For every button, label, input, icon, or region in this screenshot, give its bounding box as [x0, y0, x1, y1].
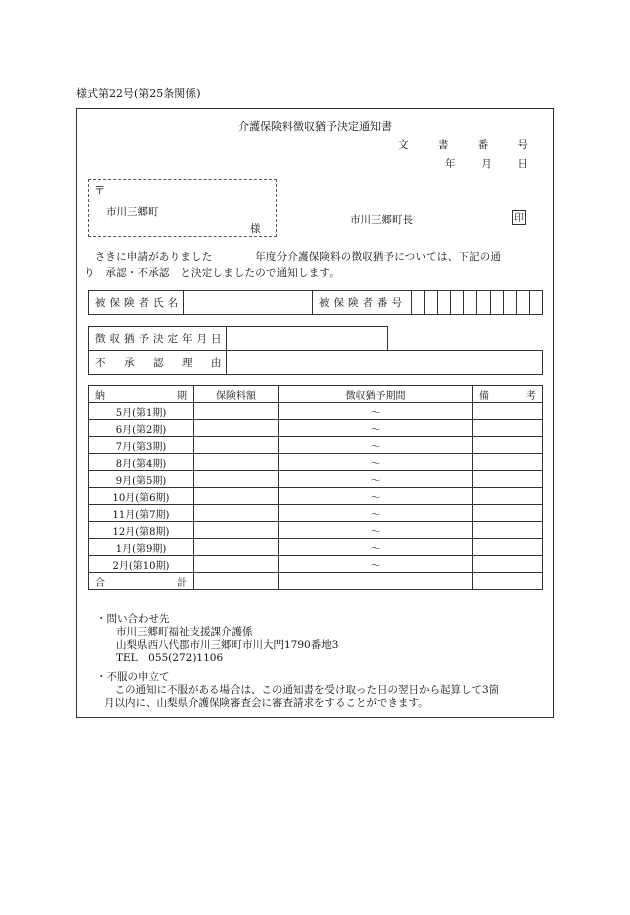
- deferral-cell[interactable]: 〜: [279, 420, 473, 437]
- docnum-char: 号: [517, 139, 528, 151]
- payment-periods-table: [88, 385, 543, 590]
- table-row: [89, 556, 543, 573]
- premium-cell[interactable]: [194, 522, 279, 539]
- period-label: 10月(第6期): [89, 488, 194, 505]
- deferral-cell[interactable]: 〜: [279, 522, 473, 539]
- body-text-line1: さきに申請がありました 年度分介護保険料の徴収猶予については、下記の通: [84, 251, 502, 263]
- insured-number-digit[interactable]: [451, 291, 464, 315]
- insured-number-digit[interactable]: [425, 291, 438, 315]
- premium-cell[interactable]: [194, 403, 279, 420]
- remarks-cell[interactable]: [473, 471, 543, 488]
- premium-cell[interactable]: [194, 437, 279, 454]
- premium-cell[interactable]: [194, 556, 279, 573]
- objection-text-line2: 月以内に、山梨県介護保険審査会に審査請求をすることができます。: [104, 697, 429, 709]
- premium-cell[interactable]: [194, 471, 279, 488]
- contact-heading: ・問い合わせ先: [96, 613, 170, 625]
- deferral-cell[interactable]: 〜: [279, 403, 473, 420]
- period-label: 7月(第3期): [89, 437, 194, 454]
- total-deferral-cell[interactable]: [279, 573, 473, 590]
- header-premium: 保険料額: [194, 386, 279, 403]
- docnum-char: 番: [477, 139, 489, 151]
- remarks-cell[interactable]: [473, 420, 543, 437]
- total-label-b: 計: [177, 577, 187, 589]
- insured-number-digit[interactable]: [516, 291, 529, 315]
- body-text-line2: り 承認・不承認 と決定しましたので通知します。: [84, 267, 340, 279]
- date-char-day: 日: [517, 158, 528, 170]
- objection-text-line1: この通知に不服がある場合は、この通知書を受け取った日の翌日から起算して3箇: [104, 684, 500, 696]
- period-label: 11月(第7期): [89, 505, 194, 522]
- insured-number-digit[interactable]: [490, 291, 503, 315]
- header-period-a: 納: [95, 390, 105, 402]
- insured-number-digit[interactable]: [477, 291, 490, 315]
- remarks-cell[interactable]: [473, 556, 543, 573]
- premium-cell[interactable]: [194, 454, 279, 471]
- reason-label: 不 承 認 理 由: [89, 351, 227, 375]
- premium-cell[interactable]: [194, 505, 279, 522]
- remarks-cell[interactable]: [473, 522, 543, 539]
- document-number-field: [398, 137, 528, 152]
- header-deferral-period: 徴収猶予期間: [279, 386, 473, 403]
- contact-address: 山梨県西八代郡市川三郷町市川大門1790番地3: [116, 639, 339, 651]
- header-remarks-a: 備: [479, 390, 489, 402]
- insured-number-digit[interactable]: [412, 291, 425, 315]
- deferral-cell[interactable]: 〜: [279, 471, 473, 488]
- deferral-cell[interactable]: 〜: [279, 454, 473, 471]
- remarks-cell[interactable]: [473, 403, 543, 420]
- deferral-cell[interactable]: 〜: [279, 437, 473, 454]
- period-label: 9月(第5期): [89, 471, 194, 488]
- insured-number-digit[interactable]: [438, 291, 451, 315]
- deferral-cell[interactable]: 〜: [279, 488, 473, 505]
- total-remarks-cell[interactable]: [473, 573, 543, 590]
- header-period-b: 期: [177, 390, 187, 402]
- form-number-label: 様式第22号(第25条関係): [76, 87, 201, 100]
- contact-tel: TEL 055(272)1106: [116, 652, 224, 664]
- objection-heading: ・不服の申立て: [96, 671, 170, 683]
- period-label: 1月(第9期): [89, 539, 194, 556]
- deferral-cell[interactable]: 〜: [279, 505, 473, 522]
- remarks-cell[interactable]: [473, 539, 543, 556]
- table-row: [89, 471, 543, 488]
- postal-mark-icon: 〒: [94, 184, 105, 197]
- insured-number-digit[interactable]: [529, 291, 542, 315]
- decision-date-field[interactable]: [226, 327, 387, 351]
- seal-mark: 印: [512, 210, 526, 225]
- document-date-field: [445, 156, 528, 171]
- total-label-a: 合: [95, 577, 105, 589]
- insured-number-digit[interactable]: [464, 291, 477, 315]
- address-honorific: 様: [250, 223, 261, 235]
- deferral-cell[interactable]: 〜: [279, 556, 473, 573]
- table-row: [89, 539, 543, 556]
- period-label: 5月(第1期): [89, 403, 194, 420]
- table-row: [89, 437, 543, 454]
- table-header-row: [89, 386, 543, 403]
- period-label: 6月(第2期): [89, 420, 194, 437]
- premium-cell[interactable]: [194, 539, 279, 556]
- remarks-cell[interactable]: [473, 437, 543, 454]
- address-town: 市川三郷町: [106, 206, 159, 218]
- document-title: 介護保険料徴収猶予決定通知書: [238, 120, 392, 133]
- insured-name-label: 被保険者氏名: [89, 291, 184, 315]
- reason-field[interactable]: [226, 351, 543, 375]
- header-remarks-b: 考: [526, 390, 536, 402]
- period-label: 8月(第4期): [89, 454, 194, 471]
- insured-number-label: 被保険者番号: [313, 291, 412, 315]
- docnum-char: 文: [398, 139, 409, 151]
- insured-name-field[interactable]: [184, 291, 313, 315]
- table-row: [89, 403, 543, 420]
- period-label: 2月(第10期): [89, 556, 194, 573]
- deferral-cell[interactable]: 〜: [279, 539, 473, 556]
- date-char-month: 月: [481, 158, 492, 170]
- table-row: [89, 420, 543, 437]
- insured-number-digit[interactable]: [503, 291, 516, 315]
- insured-table: [88, 290, 543, 315]
- premium-cell[interactable]: [194, 420, 279, 437]
- decision-table: [88, 326, 543, 375]
- period-label: 12月(第8期): [89, 522, 194, 539]
- total-row: [89, 573, 543, 590]
- table-row: [89, 522, 543, 539]
- decision-date-label: 徴収猶予決定年月日: [89, 327, 227, 351]
- date-char-year: 年: [445, 158, 456, 170]
- total-premium-cell[interactable]: [194, 573, 279, 590]
- premium-cell[interactable]: [194, 488, 279, 505]
- table-row: [89, 505, 543, 522]
- remarks-cell[interactable]: [473, 488, 543, 505]
- notes-section: [96, 613, 556, 710]
- table-row: [89, 488, 543, 505]
- issuer-mayor: 市川三郷町長: [350, 214, 413, 226]
- remarks-cell[interactable]: [473, 454, 543, 471]
- table-row: [89, 454, 543, 471]
- contact-dept: 市川三郷町福祉支援課介護係: [116, 626, 253, 638]
- docnum-char: 書: [437, 139, 449, 151]
- remarks-cell[interactable]: [473, 505, 543, 522]
